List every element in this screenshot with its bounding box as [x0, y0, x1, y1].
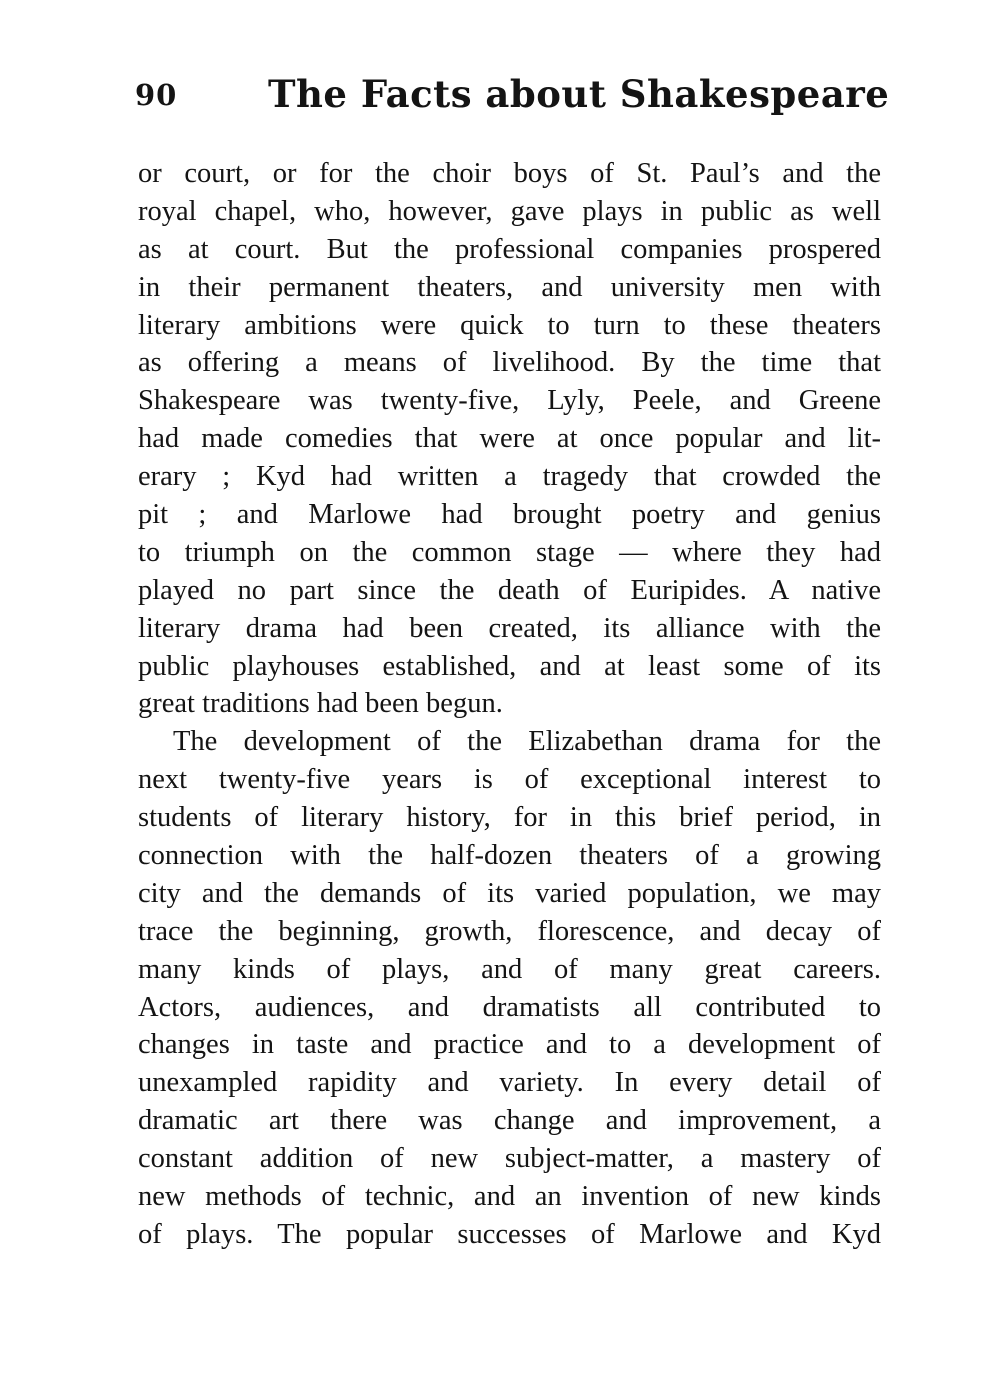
paragraph-1: [138, 155, 881, 723]
page-header: [135, 72, 890, 128]
text-line: students of literary history, for in this brief period, in: [138, 802, 881, 834]
text-line: constant addition of new subject-matter, a mastery of: [138, 1143, 881, 1175]
text-line: pit ; and Marlowe had brought poetry and genius: [138, 499, 881, 531]
text-line: trace the beginning, growth, florescence, and decay of: [138, 915, 881, 947]
text-line: many kinds of plays, and of many great careers.: [138, 953, 881, 985]
text-line: literary ambitions were quick to turn to these theaters: [138, 309, 881, 341]
text-line: Actors, audiences, and dramatists all contributed to: [138, 991, 881, 1023]
text-line: erary ; Kyd had written a tragedy that crowded the: [138, 461, 881, 493]
running-title: The Facts about Shakespeare: [268, 72, 890, 116]
text-line: as offering a means of livelihood. By the time that: [138, 347, 881, 379]
text-line: as at court. But the professional companies prospered: [138, 233, 881, 265]
text-line: dramatic art there was change and improvement, a: [138, 1105, 881, 1137]
text-line: had made comedies that were at once popular and lit-: [138, 423, 881, 455]
text-line: to triumph on the common stage — where they had: [138, 536, 881, 568]
text-line: in their permanent theaters, and university men with: [138, 271, 881, 303]
text-line: unexampled rapidity and variety. In every detail of: [138, 1067, 881, 1099]
text-line: changes in taste and practice and to a development of: [138, 1029, 881, 1061]
text-line: Shakespeare was twenty-five, Lyly, Peele, and Greene: [138, 385, 881, 417]
text-line: literary drama had been created, its alliance with the: [138, 612, 881, 644]
paragraph-2: [138, 723, 881, 1253]
text-line: city and the demands of its varied population, we may: [138, 877, 881, 909]
text-line: connection with the half-dozen theaters of a growing: [138, 840, 881, 872]
page-number: 90: [135, 78, 178, 112]
text-line: or court, or for the choir boys of St. Paul’s and the: [138, 158, 881, 189]
text-line: new methods of technic, and an invention of new kinds: [138, 1181, 881, 1213]
text-line: The development of the Elizabethan drama for the: [173, 726, 881, 758]
text-line: royal chapel, who, however, gave plays in public as well: [138, 195, 881, 227]
body-text: [138, 155, 881, 1254]
text-line: of plays. The popular successes of Marlowe and Kyd: [138, 1218, 881, 1250]
text-line: played no part since the death of Euripides. A native: [138, 574, 881, 606]
text-line: great traditions had been begun.: [138, 688, 503, 720]
text-line: public playhouses established, and at least some of its: [138, 650, 881, 682]
text-line: next twenty-five years is of exceptional interest to: [138, 764, 881, 796]
